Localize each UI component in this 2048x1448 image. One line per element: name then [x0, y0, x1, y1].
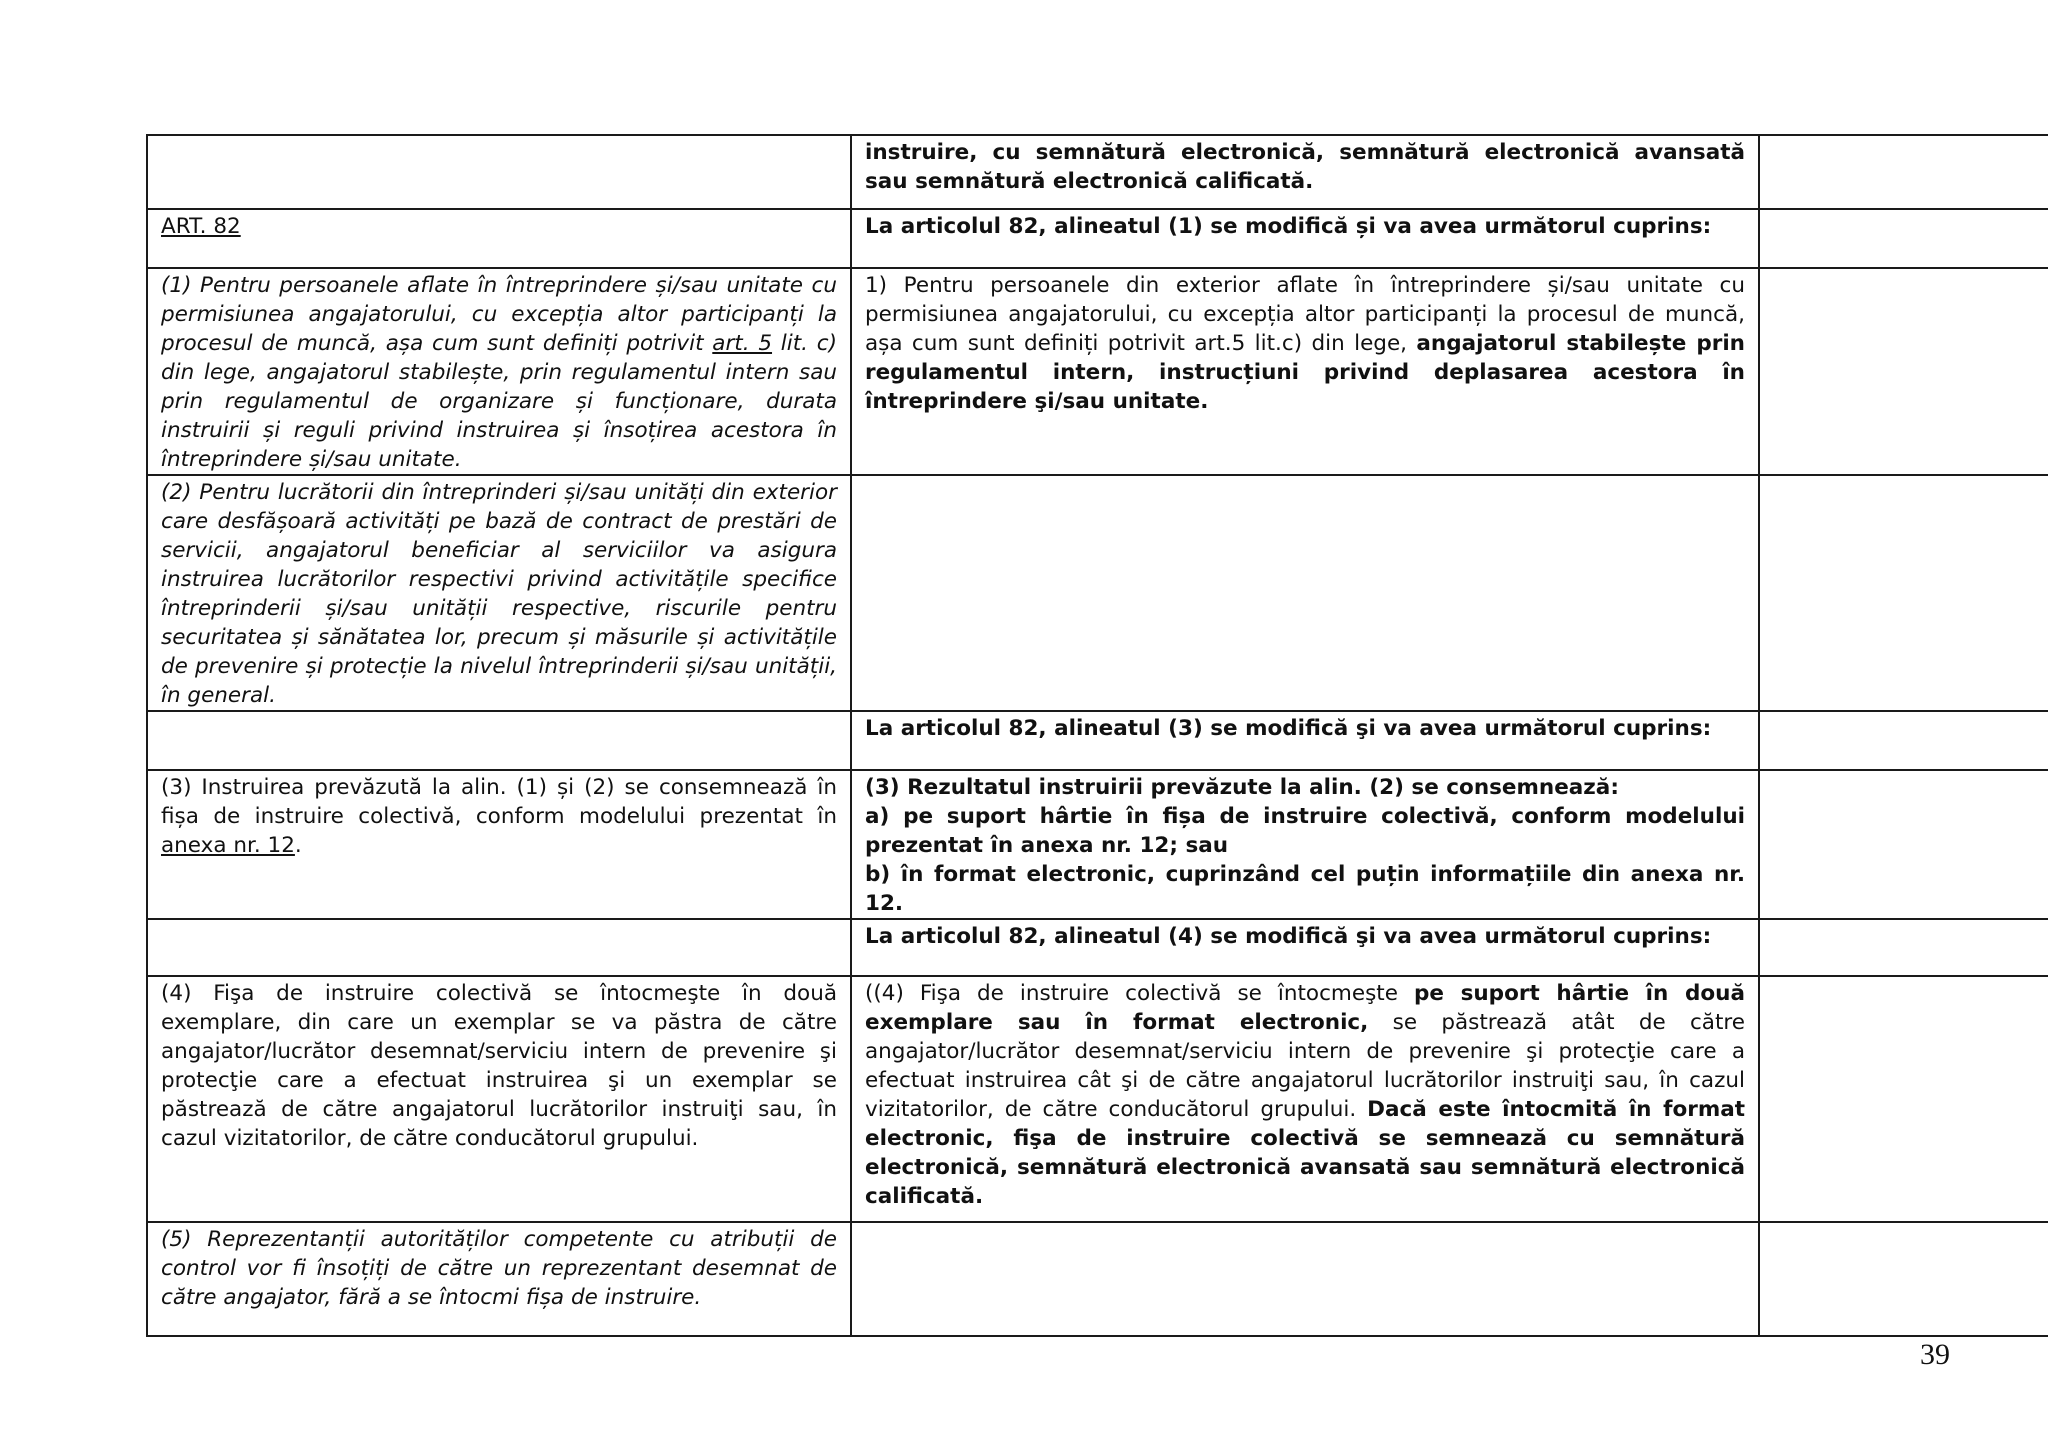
notes-cell: [1759, 1222, 2048, 1336]
proposed-text-cell: instruire, cu semnătură electronică, semnătură electronică avansată sau semnătură electronică calificată.: [851, 135, 1759, 209]
notes-cell: [1759, 711, 2048, 770]
current-text-cell: [147, 268, 851, 475]
table-row: [147, 1222, 2048, 1336]
current-text-cell: [147, 209, 851, 268]
proposed-text-cell: La articolul 82, alineatul (4) se modifică şi va avea următorul cuprins:: [851, 919, 1759, 976]
paragraph-line: a) pe suport hârtie în fișa de instruire colectivă, conform modelului prezentat în anexa nr. 12; sau: [865, 804, 1745, 858]
proposed-text-cell: [851, 770, 1759, 919]
table-row: [147, 209, 2048, 268]
text-segment: se păstrează atât de către angajator/lucrător desemnat/serviciu intern de prevenire şi protecţie care a efectuat instruirea cât şi de către angajatorul lucrătorilor instruiţi sau, în cazul vizitatorilor, de către conducătorul grupului.: [865, 1010, 1745, 1122]
notes-cell: [1759, 475, 2048, 711]
text-segment: (1) Pentru persoanele aflate în întreprindere și/sau unitate cu permisiunea angajatorului, cu excepția altor participanți la procesul de muncă, așa cum sunt definiți potrivit: [161, 273, 837, 356]
text-segment: .: [294, 833, 302, 858]
table-row: [147, 976, 2048, 1222]
text-segment: (3) Instruirea prevăzută la alin. (1) și (2) se consemnează în fișa de instruire colectivă, conform modelului prezentat în: [161, 775, 837, 829]
paragraph-line: (3) Rezultatul instruirii prevăzute la alin. (2) se consemnează:: [865, 775, 1619, 800]
proposed-text-cell: [851, 475, 1759, 711]
table-row: [147, 475, 2048, 711]
proposed-text-cell: [851, 976, 1759, 1222]
notes-cell: [1759, 268, 2048, 475]
notes-cell: [1759, 209, 2048, 268]
table-row: [147, 268, 2048, 475]
text-segment: ((4) Fişa de instruire colectivă se întocmeşte: [865, 981, 1414, 1006]
text-segment-bold: pe suport hârtie în două exemplare sau în format electronic,: [865, 981, 1745, 1035]
current-text-cell: [147, 711, 851, 770]
notes-cell: [1759, 976, 2048, 1222]
table-row: [147, 711, 2048, 770]
page-number: 39: [1920, 1338, 1950, 1371]
text-segment: 1) Pentru persoanele din exterior aflate în întreprindere și/sau unitate cu permisiunea angajatorului, cu excepția altor participanți la procesul de muncă, așa cum sunt definiți potrivit art.5 lit.c) din lege,: [865, 273, 1745, 356]
notes-cell: [1759, 770, 2048, 919]
text-segment-bold: angajatorul stabilește prin regulamentul intern, instrucțiuni privind deplasarea acestora în întreprindere şi/sau unitate.: [865, 331, 1745, 414]
notes-cell: [1759, 135, 2048, 209]
text-segment-bold: Dacă este întocmită în format electronic, fişa de instruire colectivă se semnează cu semnătură electronică, semnătură electronică avansată sau semnătură electronică calificată.: [865, 1097, 1746, 1209]
annex-reference-link[interactable]: anexa nr. 12: [161, 833, 295, 858]
current-text-cell: [147, 135, 851, 209]
current-text-cell: (4) Fişa de instruire colectivă se întocmeşte în două exemplare, din care un exemplar se va păstra de către angajator/lucrător desemnat/serviciu intern de prevenire şi protecţie care a efectuat instruirea şi un exemplar se păstrează de către angajatorul lucrătorilor instruiţi sau, în cazul vizitatorilor, de către conducătorul grupului.: [147, 976, 851, 1222]
proposed-text-cell: La articolul 82, alineatul (3) se modifică şi va avea următorul cuprins:: [851, 711, 1759, 770]
proposed-text-cell: [851, 268, 1759, 475]
table-row: [147, 135, 2048, 209]
law-reference-link[interactable]: art. 5: [712, 331, 773, 356]
table-row: [147, 919, 2048, 976]
paragraph-line: b) în format electronic, cuprinzând cel puțin informațiile din anexa nr. 12.: [865, 862, 1745, 916]
table-row: [147, 770, 2048, 919]
current-text-cell: [147, 770, 851, 919]
proposed-text-cell: La articolul 82, alineatul (1) se modifică și va avea următorul cuprins:: [851, 209, 1759, 268]
text-segment: lit. c) din lege, angajatorul stabilește, prin regulamentul intern sau prin regulamentul de organizare și funcționare, durata instruirii și reguli privind instruirea și însoțirea acestora în întreprindere și/sau unitate.: [161, 331, 837, 472]
current-text-cell: [147, 919, 851, 976]
amendment-table: [146, 134, 2048, 1337]
current-text-cell: (5) Reprezentanții autorităților competente cu atribuții de control vor fi însoțiți de către un reprezentant desemnat de către angajator, fără a se întocmi fișa de instruire.: [147, 1222, 851, 1336]
current-text-cell: (2) Pentru lucrătorii din întreprinderi și/sau unități din exterior care desfășoară activități pe bază de contract de prestări de servicii, angajatorul beneficiar al serviciilor va asigura instruirea lucrătorilor respectivi privind activitățile specifice întreprinderii și/sau unității respective, riscurile pentru securitatea și sănătatea lor, precum și măsurile și activitățile de prevenire și protecție la nivelul întreprinderii și/sau unității, în general.: [147, 475, 851, 711]
proposed-text-cell: [851, 1222, 1759, 1336]
article-heading: ART. 82: [161, 214, 241, 239]
notes-cell: [1759, 919, 2048, 976]
